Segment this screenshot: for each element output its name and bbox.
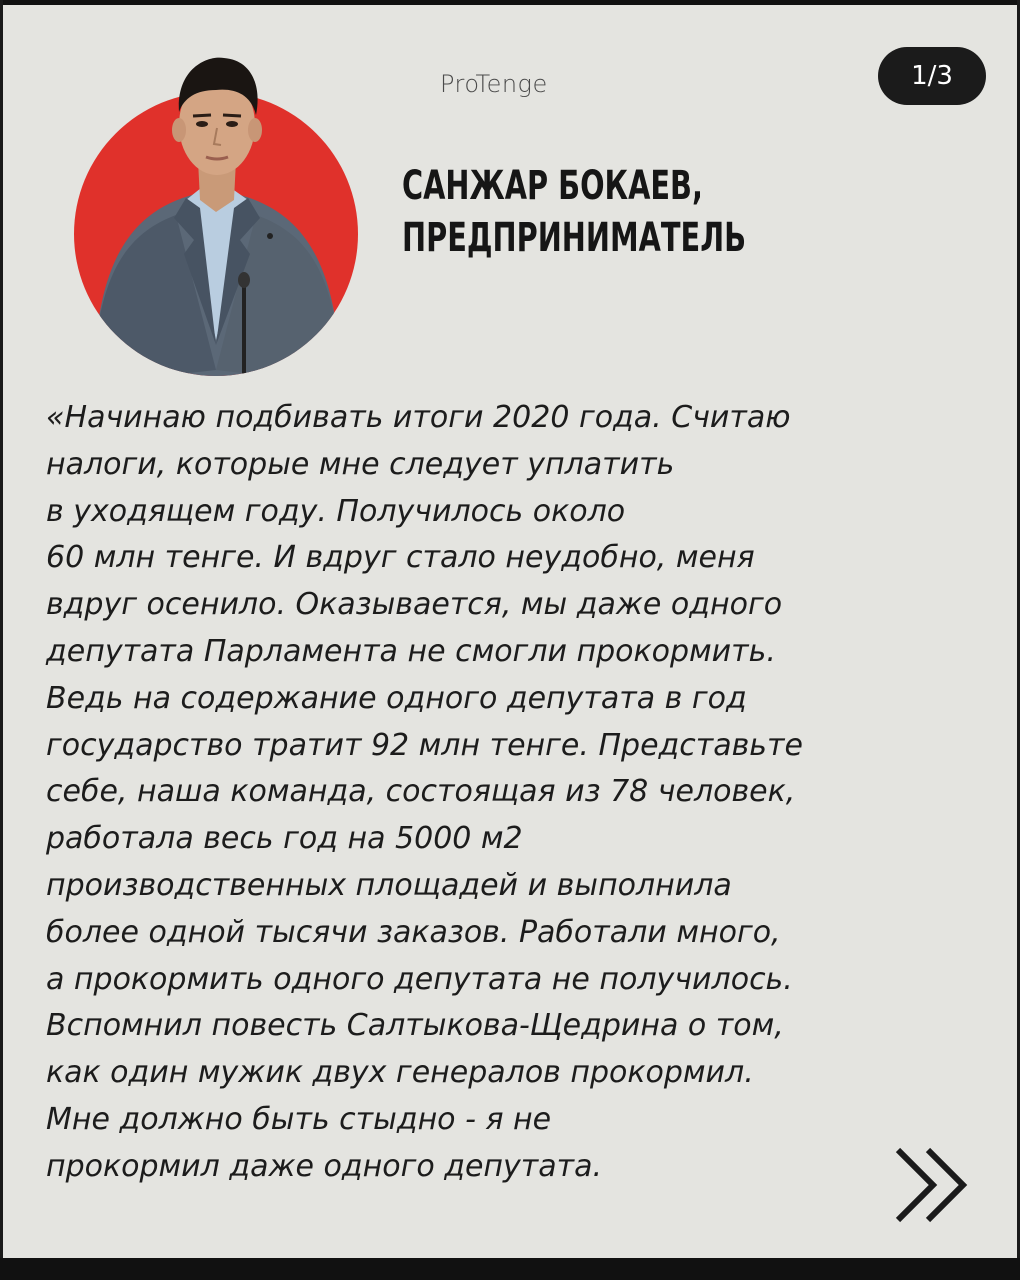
quote-line: а прокормить одного депутата не получилось. [46, 961, 793, 997]
quote-line: вдруг осенило. Оказывается, мы даже одного [46, 587, 783, 623]
quote-line: в уходящем году. Получилось около [46, 493, 626, 529]
quote-line: «Начинаю подбивать итоги 2020 года. Считаю [46, 400, 791, 435]
quote-line: производственных площадей и выполнила [46, 867, 732, 903]
person-title-line: ПРЕДПРИНИМАТЕЛЬ [402, 215, 747, 261]
person-name [402, 160, 746, 264]
page-indicator-badge: 1/3 [878, 47, 986, 105]
quote-line: работала весь год на 5000 м2 [46, 821, 523, 857]
quote-line: 60 млн тенге. И вдруг стало неудобно, меня [46, 540, 755, 576]
person-name-line: САНЖАР БОКАЕВ, [402, 163, 703, 209]
quote-text [46, 395, 986, 1191]
quote-line: Вспомнил повесть Салтыкова-Щедрина о том, [46, 1008, 784, 1044]
quote-line: Мне должно быть стыдно - я не [46, 1101, 552, 1137]
quote-line: себе, наша команда, состоящая из 78 человек, [46, 774, 796, 810]
quote-line: более одной тысячи заказов. Работали много, [46, 914, 781, 950]
top-border [0, 0, 1020, 5]
double-chevron-right-icon[interactable] [888, 1140, 978, 1230]
left-border [0, 0, 3, 1280]
person-portrait [66, 40, 346, 380]
quote-line: прокормил даже одного депутата. [46, 1148, 603, 1184]
quote-line: налоги, которые мне следует уплатить [46, 446, 675, 482]
quote-line: как один мужик двух генералов прокормил. [46, 1055, 754, 1091]
quote-line: Ведь на содержание одного депутата в год [46, 680, 747, 716]
quote-line: государство тратит 92 млн тенге. Представьте [46, 727, 803, 763]
bottom-border [0, 1258, 1020, 1280]
brand-logo: ProTenge [440, 70, 548, 98]
quote-line: депутата Парламента не смогли прокормить. [46, 633, 776, 669]
